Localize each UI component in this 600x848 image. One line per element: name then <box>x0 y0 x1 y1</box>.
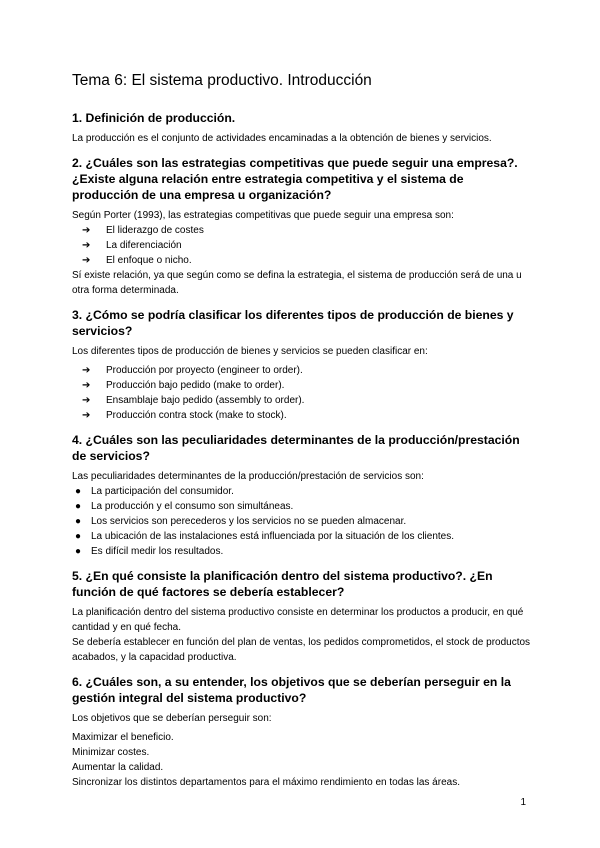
section-paragraph: La planificación dentro del sistema productivo consiste en determinar los productos a producir, en qué cantidad y en qué fecha. <box>72 607 524 633</box>
section-heading: 1. Definición de producción. <box>72 111 236 125</box>
section-6 <box>72 674 532 790</box>
section-heading: 3. ¿Cómo se podría clasificar los diferentes tipos de producción de bienes y servicios? <box>72 308 514 338</box>
section-heading: 2. ¿Cuáles son las estrategias competitivas que puede seguir una empresa?. ¿Existe alguna relación entre estrategia competitiva y el sistema de producción de una empresa u organización? <box>72 156 518 202</box>
section-heading: 4. ¿Cuáles son las peculiaridades determinantes de la producción/prestación de servicios? <box>72 433 520 463</box>
document-title: Tema 6: El sistema productivo. Introducción <box>72 72 372 89</box>
bullet-icon: ● <box>75 486 82 497</box>
list-item: ● Los servicios son perecederos y los servicios no se pueden almacenar. <box>75 516 407 527</box>
objective-line: Maximizar el beneficio. <box>72 732 174 743</box>
arrow-list <box>72 363 532 423</box>
section-paragraph: Se debería establecer en función del plan de ventas, los pedidos comprometidos, el stock de productos acabados, y la capacidad productiva. <box>72 637 531 663</box>
list-item: ● La ubicación de las instalaciones está influenciada por la situación de los clientes. <box>75 531 455 542</box>
document-page <box>72 72 532 799</box>
arrow-icon: ➔ <box>82 255 91 266</box>
bullet-icon: ● <box>75 501 82 512</box>
arrow-icon: ➔ <box>82 365 91 376</box>
bullet-icon: ● <box>75 531 82 542</box>
arrow-icon: ➔ <box>82 395 91 406</box>
page-number: 1 <box>520 797 526 808</box>
arrow-icon: ➔ <box>82 240 91 251</box>
list-item: ● La participación del consumidor. <box>75 486 234 497</box>
section-intro: Las peculiaridades determinantes de la producción/prestación de servicios son: <box>72 471 424 482</box>
bullet-list <box>72 484 532 559</box>
bullet-icon: ● <box>75 546 82 557</box>
list-item: ● Es difícil medir los resultados. <box>75 546 224 557</box>
arrow-icon: ➔ <box>82 410 91 421</box>
arrow-icon: ➔ <box>82 380 91 391</box>
list-item: ➔ Producción bajo pedido (make to order). <box>82 380 285 391</box>
section-heading: 6. ¿Cuáles son, a su entender, los objetivos que se deberían perseguir en la gestión integral del sistema productivo? <box>72 675 511 705</box>
list-item: ➔ Producción por proyecto (engineer to order). <box>82 365 303 376</box>
section-intro: Según Porter (1993), las estrategias competitivas que puede seguir una empresa son: <box>72 210 454 221</box>
section-2 <box>72 155 532 298</box>
section-3 <box>72 307 532 423</box>
section-heading: 5. ¿En qué consiste la planificación dentro del sistema productivo?. ¿En función de qué factores se debería establecer? <box>72 569 493 599</box>
list-item: ● La producción y el consumo son simultáneas. <box>75 501 294 512</box>
section-intro: Los diferentes tipos de producción de bienes y servicios se pueden clasificar en: <box>72 346 428 357</box>
arrow-list <box>72 223 532 268</box>
list-item: ➔ Ensamblaje bajo pedido (assembly to order). <box>82 395 305 406</box>
list-item: ➔ Producción contra stock (make to stock). <box>82 410 287 421</box>
objective-line: Sincronizar los distintos departamentos para el máximo rendimiento en todas las áreas. <box>72 777 460 788</box>
section-5 <box>72 568 532 665</box>
section-after: Sí existe relación, ya que según como se defina la estrategia, el sistema de producción será de una u otra forma determinada. <box>72 270 522 296</box>
bullet-icon: ● <box>75 516 82 527</box>
list-item: ➔ El enfoque o nicho. <box>82 255 192 266</box>
section-4 <box>72 432 532 559</box>
objective-line: Minimizar costes. <box>72 747 150 758</box>
section-1 <box>72 110 532 146</box>
list-item: ➔ El liderazgo de costes <box>82 225 204 236</box>
section-body: La producción es el conjunto de actividades encaminadas a la obtención de bienes y servicios. <box>72 133 492 144</box>
list-item: ➔ La diferenciación <box>82 240 182 251</box>
objective-line: Aumentar la calidad. <box>72 762 164 773</box>
section-intro: Los objetivos que se deberían perseguir son: <box>72 713 272 724</box>
arrow-icon: ➔ <box>82 225 91 236</box>
